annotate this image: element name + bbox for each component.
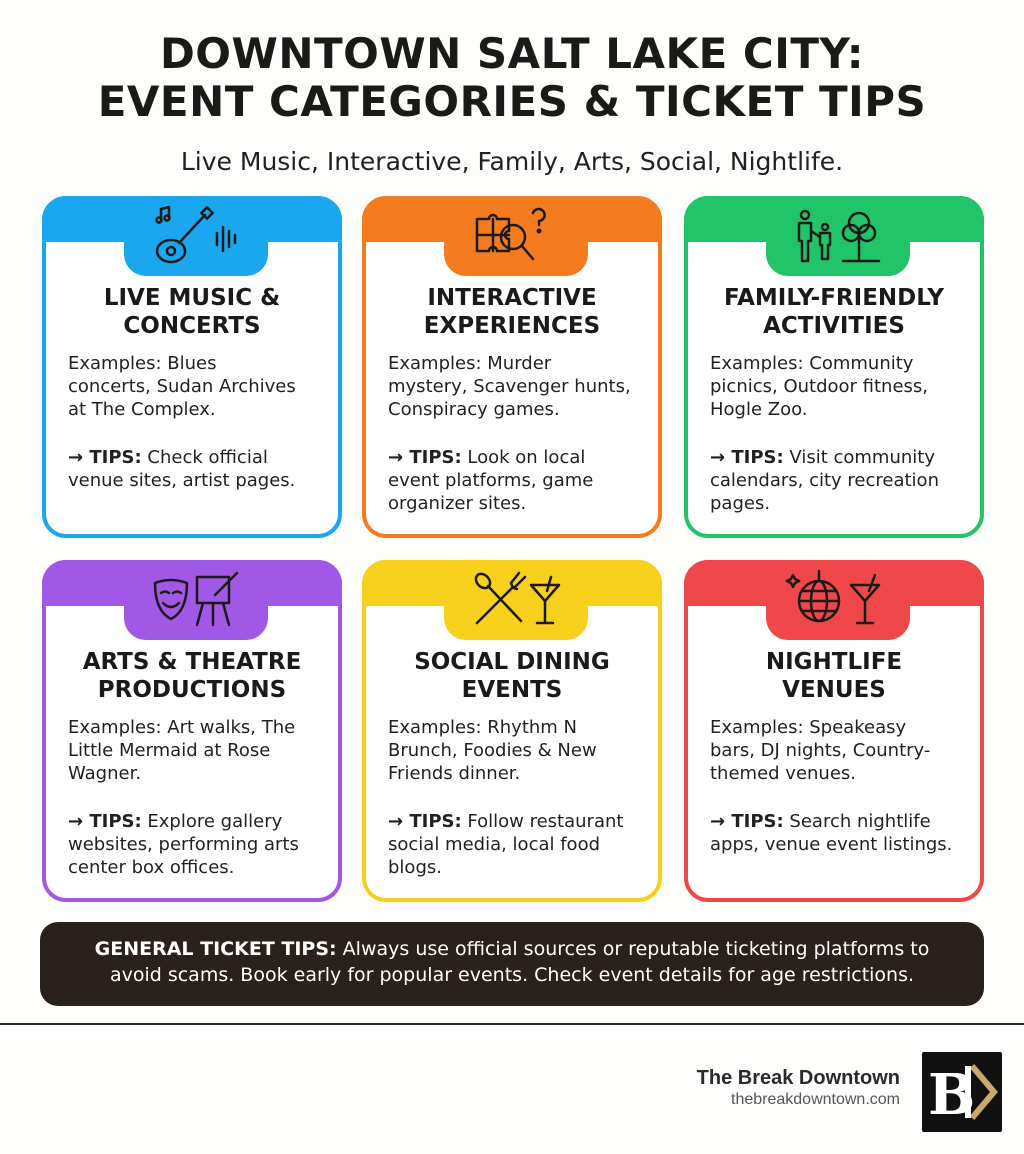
card-heading: LIVE MUSIC & CONCERTS [103,285,281,339]
card-examples: Examples: Blues concerts, Sudan Archives at The Complex. [68,353,296,420]
footer-divider [0,1023,1024,1025]
guitar-music-icon [124,196,268,276]
card-tips: → TIPS: Visit community calendars, city recreation pages. [710,447,939,514]
card-live-music [42,196,342,538]
family-tree-icon [766,196,910,276]
card-tips: → TIPS: Look on local event platforms, game organizer sites. [388,447,594,514]
puzzle-magnifier-icon [444,196,588,276]
card-tips: → TIPS: Explore gallery websites, performing arts center box offices. [68,811,299,878]
card-nightlife [684,560,984,902]
title-line-2: EVENT CATEGORIES & TICKET TIPS [97,77,927,126]
subtitle: Live Music, Interactive, Family, Arts, Social, Nightlife. [180,147,844,176]
card-family [684,196,984,538]
card-interactive [362,196,662,538]
title-line-1: DOWNTOWN SALT LAKE CITY: [159,29,865,78]
card-heading: INTERACTIVE EXPERIENCES [423,285,601,339]
card-examples: Examples: Speakeasy bars, DJ nights, Country- themed venues. [710,717,931,784]
brand-url[interactable]: thebreakdowntown.com [731,1091,900,1108]
brand-logo [922,1052,1002,1132]
brand-name: The Break Downtown [696,1067,900,1089]
card-heading: SOCIAL DINING EVENTS [414,649,610,703]
page-title [0,30,1024,126]
card-tips: → TIPS: Follow restaurant social media, local food blogs. [388,811,624,878]
card-examples: Examples: Community picnics, Outdoor fitness, Hogle Zoo. [710,353,929,420]
fork-spoon-cocktail-icon [444,560,588,640]
card-examples: Examples: Art walks, The Little Mermaid at Rose Wagner. [68,717,296,784]
card-tips: → TIPS: Check official venue sites, artist pages. [68,447,296,491]
card-heading: ARTS & THEATRE PRODUCTIONS [82,649,302,703]
card-heading: NIGHTLIFE VENUES [765,649,903,703]
disco-ball-cocktail-icon [766,560,910,640]
svg-text:B: B [928,1062,976,1128]
theatre-masks-easel-icon [124,560,268,640]
general-tips-label: GENERAL TICKET TIPS: [94,938,337,960]
card-examples: Examples: Rhythm N Brunch, Foodies & New Friends dinner. [388,717,597,784]
card-examples: Examples: Murder mystery, Scavenger hunts, Conspiracy games. [388,353,631,420]
card-social-dining [362,560,662,902]
card-tips: → TIPS: Search nightlife apps, venue event listings. [710,811,953,855]
card-arts [42,560,342,902]
card-heading: FAMILY-FRIENDLY ACTIVITIES [724,285,944,339]
general-ticket-tips: GENERAL TICKET TIPS: Always use official sources or reputable ticketing platforms to avoid scams. Book early for popular events. Check event details for age restrictions. [40,922,984,1006]
